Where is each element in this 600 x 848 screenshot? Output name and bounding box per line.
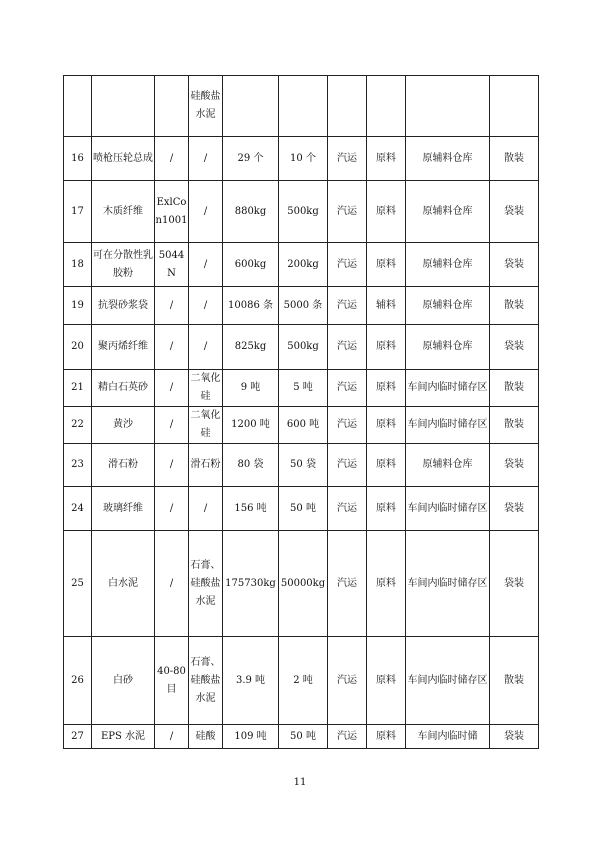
table-row [64,637,539,725]
cell-packing: 散装 [490,137,539,181]
cell-location: 原辅料仓库 [406,444,490,487]
cell-composition: / [189,287,223,325]
cell-location: 原辅料仓库 [406,181,490,243]
table-row [64,487,539,531]
cell-storage-max: 50 吨 [279,725,328,749]
table-row [64,181,539,243]
cell-transport: 汽运 [328,137,367,181]
cell-spec: ExlCon1001 [155,181,189,243]
cell-storage-max: 2 吨 [279,637,328,725]
table-row [64,137,539,181]
cell-no: 24 [64,487,92,531]
cell-packing: 袋装 [490,487,539,531]
cell-spec [155,76,189,137]
cell-name: 聚丙烯纤维 [92,325,155,370]
cell-category: 原料 [367,137,406,181]
cell-category: 原料 [367,407,406,444]
cell-spec: / [155,370,189,407]
table-body [64,76,539,749]
cell-transport: 汽运 [328,531,367,637]
cell-storage-max: 200kg [279,243,328,287]
cell-spec: / [155,137,189,181]
cell-packing [490,76,539,137]
cell-composition: 石膏、硅酸盐水泥 [189,531,223,637]
cell-category [367,76,406,137]
table-row [64,325,539,370]
cell-name: 喷枪压轮总成 [92,137,155,181]
cell-no: 20 [64,325,92,370]
cell-location: 原辅料仓库 [406,287,490,325]
cell-composition: 二氧化硅 [189,407,223,444]
cell-spec: / [155,325,189,370]
cell-storage-max: 50 吨 [279,487,328,531]
cell-location: 车间内临时储存区 [406,370,490,407]
cell-usage: 156 吨 [223,487,279,531]
cell-location [406,76,490,137]
cell-transport: 汽运 [328,725,367,749]
cell-spec: / [155,487,189,531]
cell-packing: 袋装 [490,325,539,370]
cell-no: 22 [64,407,92,444]
cell-packing: 散装 [490,370,539,407]
cell-composition: 硅酸 [189,725,223,749]
cell-spec: / [155,725,189,749]
cell-category: 原料 [367,531,406,637]
cell-storage-max: 50000kg [279,531,328,637]
cell-usage: 1200 吨 [223,407,279,444]
cell-usage: 880kg [223,181,279,243]
cell-transport: 汽运 [328,181,367,243]
cell-transport: 汽运 [328,637,367,725]
cell-transport: 汽运 [328,325,367,370]
cell-transport: 汽运 [328,243,367,287]
cell-no: 21 [64,370,92,407]
cell-usage: 29 个 [223,137,279,181]
cell-usage: 80 袋 [223,444,279,487]
cell-location: 原辅料仓库 [406,243,490,287]
cell-category: 原料 [367,487,406,531]
cell-usage: 825kg [223,325,279,370]
cell-name: 抗裂砂浆袋 [92,287,155,325]
cell-location: 原辅料仓库 [406,137,490,181]
cell-name [92,76,155,137]
table-row [64,725,539,749]
cell-location: 车间内临时储存区 [406,637,490,725]
table-row [64,407,539,444]
cell-usage [223,76,279,137]
cell-composition: / [189,181,223,243]
cell-no: 17 [64,181,92,243]
cell-transport: 汽运 [328,444,367,487]
page-number: 11 [293,777,307,788]
cell-composition: / [189,137,223,181]
cell-packing: 袋装 [490,243,539,287]
cell-transport: 汽运 [328,487,367,531]
cell-name: 精白石英砂 [92,370,155,407]
cell-composition: / [189,487,223,531]
cell-category: 原料 [367,325,406,370]
cell-packing: 袋装 [490,531,539,637]
cell-storage-max: 10 个 [279,137,328,181]
cell-location: 车间内临时储存区 [406,407,490,444]
cell-name: 玻璃纤维 [92,487,155,531]
cell-composition: 硅酸盐水泥 [189,76,223,137]
cell-storage-max: 5 吨 [279,370,328,407]
cell-usage: 109 吨 [223,725,279,749]
cell-no: 19 [64,287,92,325]
cell-storage-max: 600 吨 [279,407,328,444]
cell-category: 原料 [367,243,406,287]
cell-no: 25 [64,531,92,637]
cell-name: 可在分散性乳胶粉 [92,243,155,287]
cell-location: 车间内临时储 [406,725,490,749]
cell-packing: 散装 [490,637,539,725]
cell-location: 原辅料仓库 [406,325,490,370]
cell-category: 原料 [367,370,406,407]
cell-transport: 汽运 [328,287,367,325]
cell-category: 原料 [367,637,406,725]
cell-no: 23 [64,444,92,487]
cell-composition: 石膏、硅酸盐水泥 [189,637,223,725]
cell-name: 黄沙 [92,407,155,444]
cell-transport: 汽运 [328,407,367,444]
table-row [64,531,539,637]
cell-location: 车间内临时储存区 [406,487,490,531]
cell-location: 车间内临时储存区 [406,531,490,637]
cell-storage-max: 500kg [279,325,328,370]
table-row [64,287,539,325]
cell-name: EPS 水泥 [92,725,155,749]
cell-usage: 3.9 吨 [223,637,279,725]
cell-no: 18 [64,243,92,287]
materials-table [63,75,539,749]
cell-name: 白砂 [92,637,155,725]
cell-composition: / [189,325,223,370]
cell-transport [328,76,367,137]
cell-spec: 40-80 目 [155,637,189,725]
table-row [64,444,539,487]
cell-usage: 600kg [223,243,279,287]
cell-no: 26 [64,637,92,725]
cell-packing: 袋装 [490,181,539,243]
cell-usage: 9 吨 [223,370,279,407]
cell-packing: 袋装 [490,725,539,749]
cell-spec: 5044N [155,243,189,287]
cell-category: 原料 [367,725,406,749]
cell-spec: / [155,407,189,444]
cell-packing: 袋装 [490,444,539,487]
cell-name: 白水泥 [92,531,155,637]
cell-composition: / [189,243,223,287]
cell-packing: 散装 [490,287,539,325]
cell-storage-max: 500kg [279,181,328,243]
table-row [64,76,539,137]
cell-usage: 10086 条 [223,287,279,325]
cell-storage-max [279,76,328,137]
cell-composition: 滑石粉 [189,444,223,487]
cell-spec: / [155,444,189,487]
cell-no [64,76,92,137]
cell-category: 辅料 [367,287,406,325]
table-row [64,370,539,407]
cell-name: 木质纤维 [92,181,155,243]
cell-spec: / [155,531,189,637]
cell-composition: 二氧化硅 [189,370,223,407]
cell-name: 滑石粉 [92,444,155,487]
cell-storage-max: 5000 条 [279,287,328,325]
cell-no: 27 [64,725,92,749]
cell-storage-max: 50 袋 [279,444,328,487]
cell-category: 原料 [367,444,406,487]
cell-category: 原料 [367,181,406,243]
cell-transport: 汽运 [328,370,367,407]
cell-spec: / [155,287,189,325]
cell-usage: 175730kg [223,531,279,637]
cell-no: 16 [64,137,92,181]
cell-packing: 散装 [490,407,539,444]
table-row [64,243,539,287]
